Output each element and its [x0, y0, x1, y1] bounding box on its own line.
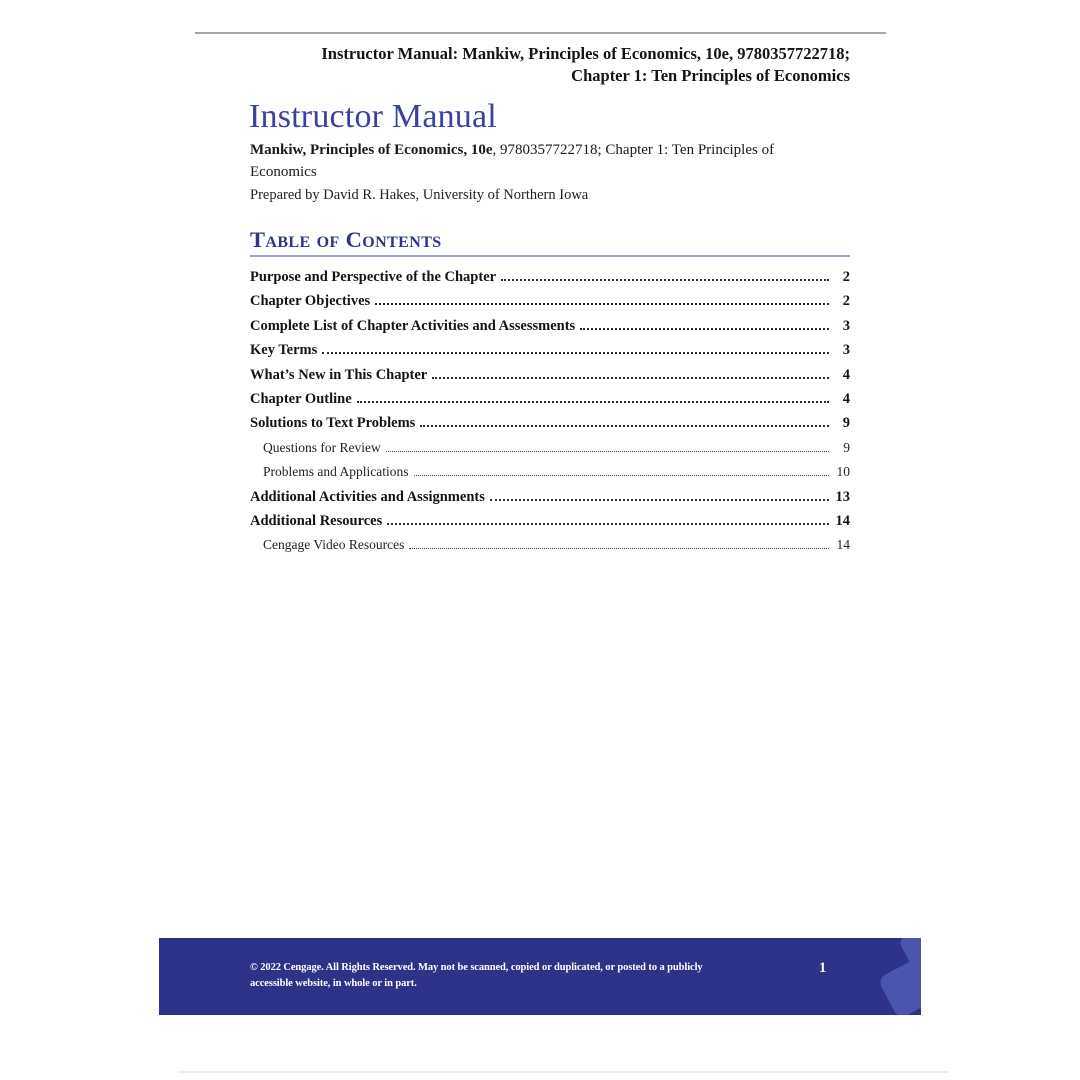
- toc-entry[interactable]: [250, 436, 850, 460]
- subtitle-book: Mankiw, Principles of Economics, 10e: [250, 142, 493, 158]
- dot-leader: [357, 401, 829, 403]
- toc-list: [250, 265, 850, 558]
- dot-leader: [580, 328, 829, 330]
- footer-decor-shape-icon: [898, 938, 921, 967]
- toc-entry-page: 3: [842, 317, 850, 334]
- toc-entry-page: 9: [843, 439, 850, 455]
- toc-entry[interactable]: [250, 533, 850, 557]
- toc-entry[interactable]: [250, 363, 850, 387]
- toc-heading: Table of Contents: [250, 228, 850, 257]
- subtitle-isbn-chapter: , 9780357722718; Chapter 1: Ten Principles of: [492, 142, 775, 158]
- copyright-line2: accessible website, in whole or in part.: [250, 977, 417, 989]
- toc-entry[interactable]: [250, 289, 850, 313]
- toc-entry-page: 10: [836, 464, 850, 480]
- toc-entry[interactable]: [250, 485, 850, 509]
- page-top-divider: [195, 32, 886, 34]
- dot-leader: [414, 475, 830, 476]
- toc-entry-label: What’s New in This Chapter: [250, 366, 428, 383]
- toc-entry[interactable]: [250, 314, 850, 338]
- toc-entry-label: Chapter Objectives: [250, 293, 371, 310]
- footer-band: [159, 938, 921, 1015]
- toc-entry[interactable]: [250, 338, 850, 362]
- toc-entry-label: Complete List of Chapter Activities and Assessments: [250, 317, 576, 334]
- dot-leader: [432, 377, 829, 379]
- document-title: Instructor Manual: [249, 98, 497, 135]
- footer-page-number: 1: [819, 960, 827, 976]
- dot-leader: [375, 303, 829, 305]
- toc-entry-label: Additional Resources: [250, 512, 383, 529]
- dot-leader: [409, 548, 829, 549]
- footer-copyright: [250, 960, 750, 991]
- toc-entry[interactable]: [250, 460, 850, 484]
- toc-entry-page: 4: [842, 366, 850, 383]
- subtitle-line2: Economics: [250, 164, 317, 180]
- toc-entry[interactable]: [250, 509, 850, 533]
- toc-entry[interactable]: [250, 265, 850, 289]
- toc-entry-label: Cengage Video Resources: [263, 537, 405, 553]
- dot-leader: [490, 499, 829, 501]
- toc-entry-label: Additional Activities and Assignments: [250, 488, 485, 505]
- dot-leader: [420, 425, 829, 427]
- running-header-line1: Instructor Manual: Mankiw, Principles of Economics, 10e, 9780357722718;: [321, 44, 850, 63]
- running-header: [200, 43, 850, 87]
- toc-entry[interactable]: [250, 387, 850, 411]
- next-page-divider: [178, 1071, 948, 1073]
- prepared-by: Prepared by David R. Hakes, University of Northern Iowa: [250, 187, 589, 203]
- toc-entry-page: 9: [842, 415, 850, 432]
- dot-leader: [501, 279, 829, 281]
- toc-entry-page: 2: [842, 269, 850, 285]
- dot-leader: [322, 352, 829, 354]
- toc-entry-page: 3: [842, 342, 850, 359]
- toc-entry-label: Questions for Review: [263, 439, 381, 455]
- dot-leader: [386, 451, 829, 452]
- running-header-line2: Chapter 1: Ten Principles of Economics: [571, 66, 850, 85]
- toc-entry-label: Solutions to Text Problems: [250, 415, 416, 432]
- toc-entry-label: Purpose and Perspective of the Chapter: [250, 269, 497, 285]
- toc-entry[interactable]: [250, 411, 850, 435]
- toc-entry-page: 2: [842, 293, 850, 310]
- copyright-line1: © 2022 Cengage. All Rights Reserved. May not be scanned, copied or duplicated, or posted to a publicly: [250, 962, 703, 973]
- toc-entry-page: 13: [835, 488, 850, 505]
- toc-entry-page: 4: [842, 390, 850, 407]
- toc-entry-page: 14: [835, 512, 850, 529]
- dot-leader: [387, 523, 829, 525]
- toc-entry-page: 14: [836, 537, 850, 553]
- toc-entry-label: Key Terms: [250, 342, 318, 359]
- toc-entry-label: Problems and Applications: [263, 464, 409, 480]
- document-subtitle: [250, 139, 850, 183]
- toc-entry-label: Chapter Outline: [250, 390, 352, 407]
